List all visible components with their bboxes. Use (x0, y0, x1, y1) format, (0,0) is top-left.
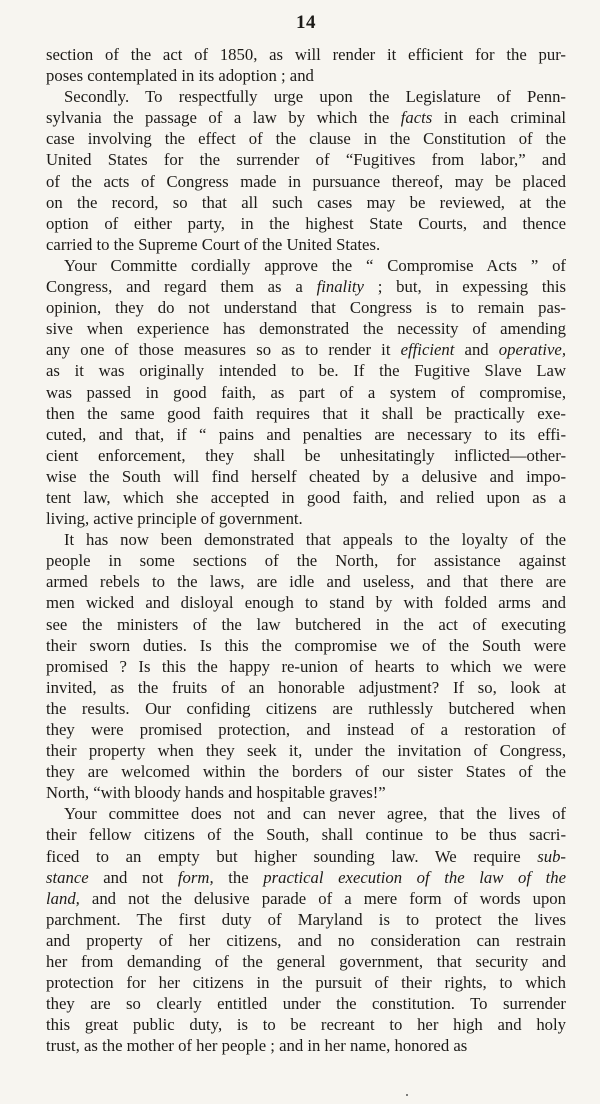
text-run: her from demanding of the general government, that security and (46, 952, 566, 972)
text-run: the (213, 867, 264, 887)
text-run: they were promised protection, and instead of a restoration of (46, 720, 566, 739)
text-run: see the ministers of the law butchered in the act of executing (46, 614, 566, 634)
text-line (46, 867, 566, 888)
text-run: Your committee does not and can never agree, that the lives of (64, 804, 566, 824)
text-run: invited, as the fruits of an honorable adjustment? If so, look at (46, 677, 566, 697)
text-run: then the same good faith requires that it shall be practically exe- (46, 403, 566, 423)
text-run: and (454, 340, 499, 360)
paragraph (46, 86, 566, 255)
text-line (46, 761, 566, 782)
italic-text: facts (400, 108, 433, 128)
text-line (46, 318, 566, 339)
text-run: protection for her citizens in the pursuit of their rights, to which (46, 973, 566, 993)
text-line (46, 508, 566, 529)
text-line (46, 297, 566, 318)
italic-text: practical execution of the law of the (263, 867, 567, 887)
text-line (46, 339, 566, 360)
text-line (46, 824, 566, 845)
text-run: they are so clearly entitled under the constitution. To surrender (46, 994, 566, 1014)
text-run: in each criminal (432, 108, 566, 128)
text-line (46, 466, 566, 487)
text-line (46, 171, 566, 192)
italic-text: operative, (498, 340, 566, 360)
text-line (46, 614, 566, 635)
text-run: It has now been demonstrated that appeals to the loyalty of the (64, 530, 566, 550)
text-run: and not (88, 867, 178, 887)
text-run: the results. Our confiding citizens are ruthlessly butchered when (46, 698, 566, 718)
text-line (46, 65, 566, 86)
text-line (46, 930, 566, 951)
text-line (46, 803, 566, 824)
text-run: as it was originally intended to be. If the Fugitive Slave Law (46, 361, 566, 381)
italic-text: sub- (537, 846, 566, 866)
text-line (46, 255, 566, 276)
text-line (46, 635, 566, 656)
text-run: Your Committe cordially approve the “ Compromise Acts ” of (64, 255, 566, 275)
text-run: their sworn duties. Is this the compromise we of the South were (46, 635, 566, 655)
page-number: 14 (296, 12, 316, 33)
text-run: armed rebels to the laws, are idle and useless, and that there are (46, 572, 566, 592)
text-run: wise the South will find herself cheated by a delusive and impo- (46, 466, 566, 486)
text-line (46, 403, 566, 424)
text-run: North, “with bloody hands and hospitable graves!” (46, 783, 386, 803)
text-line (46, 550, 566, 571)
text-line (46, 382, 566, 403)
text-run: they are welcomed within the borders of our sister States of the (46, 762, 566, 782)
text-run: United States for the surrender of “Fugitives from labor,” and (46, 150, 566, 170)
paragraph (46, 529, 566, 803)
italic-text: land, (46, 888, 80, 908)
text-run: living, active principle of government. (46, 509, 303, 529)
text-line (46, 192, 566, 213)
paragraph (46, 803, 566, 1056)
text-line (46, 107, 566, 128)
text-run: Congress, and regard them as a (46, 277, 317, 297)
text-line (46, 234, 566, 255)
body-text (46, 44, 566, 1057)
text-run: case involving the effect of the clause in the Constitution of the (46, 129, 566, 149)
text-line (46, 656, 566, 677)
text-run: was passed in good faith, as part of a system of compromise, (46, 382, 566, 402)
text-line (46, 993, 566, 1014)
text-line (46, 149, 566, 170)
text-line (46, 909, 566, 930)
text-run: cuted, and that, if “ pains and penalties are necessary to its effi- (46, 424, 566, 444)
text-line (46, 1035, 566, 1056)
text-line (46, 213, 566, 234)
text-line (46, 972, 566, 993)
text-run: section of the act of 1850, as will render it efficient for the pur- (46, 45, 566, 64)
text-line (46, 1014, 566, 1035)
paragraph (46, 44, 566, 86)
text-run: any one of those measures so as to render it (46, 340, 401, 360)
text-line (46, 951, 566, 972)
text-run: carried to the Supreme Court of the United States. (46, 234, 381, 254)
text-line (46, 888, 566, 909)
text-run: sive when experience has demonstrated the necessity of amending (46, 319, 566, 339)
text-line (46, 276, 566, 297)
italic-text: finality (316, 277, 364, 297)
text-line (46, 424, 566, 445)
italic-text: efficient (400, 340, 455, 360)
text-run: their fellow citizens of the South, shall continue to be thus sacri- (46, 825, 566, 845)
italic-text: form, (177, 867, 214, 887)
text-run: opinion, they do not understand that Congress is to remain pas- (46, 298, 566, 318)
ink-speck (406, 1094, 408, 1096)
text-line (46, 44, 566, 65)
text-run: promised ? Is this the happy re-union of hearts to which we were (46, 656, 566, 676)
text-run: and not the delusive parade of a mere form of words upon (79, 888, 566, 908)
text-run: of the acts of Congress made in pursuance thereof, may be placed (46, 171, 566, 191)
text-run: ; but, in expessing this (363, 277, 567, 297)
text-line (46, 592, 566, 613)
text-line (46, 677, 566, 698)
text-run: poses contemplated in its adoption ; and (46, 66, 314, 86)
text-line (46, 487, 566, 508)
text-run: Secondly. To respectfully urge upon the Legislature of Penn- (64, 87, 566, 107)
text-line (46, 571, 566, 592)
text-line (46, 698, 566, 719)
text-line (46, 782, 566, 803)
text-run: parchment. The first duty of Maryland is to protect the lives (46, 909, 566, 929)
text-run: trust, as the mother of her people ; and in her name, honored as (46, 1036, 468, 1056)
text-run: on the record, so that all such cases may be reviewed, at the (46, 192, 566, 212)
text-line (46, 529, 566, 550)
text-run: ficed to an empty but higher sounding law. We require (46, 846, 538, 866)
text-run: option of either party, in the highest State Courts, and thence (46, 213, 566, 233)
text-line (46, 445, 566, 466)
text-run: men wicked and disloyal enough to stand by with folded arms and (46, 593, 566, 613)
text-run: people in some sections of the North, for assistance against (46, 551, 566, 571)
text-line (46, 360, 566, 381)
text-run: their property when they seek it, under the invitation of Congress, (46, 741, 566, 761)
text-line (46, 128, 566, 149)
text-run: sylvania the passage of a law by which the (46, 108, 401, 128)
text-line (46, 740, 566, 761)
text-run: this great public duty, is to be recreant to her high and holy (46, 1015, 566, 1035)
text-line (46, 86, 566, 107)
paragraph (46, 255, 566, 529)
text-line (46, 719, 566, 740)
italic-text: stance (46, 867, 89, 887)
text-run: and property of her citizens, and no consideration can restrain (46, 930, 566, 950)
text-line (46, 846, 566, 867)
text-run: cient enforcement, they shall be unhesitatingly inflicted—other- (46, 445, 566, 465)
text-run: tent law, which she accepted in good faith, and relied upon as a (46, 487, 566, 507)
